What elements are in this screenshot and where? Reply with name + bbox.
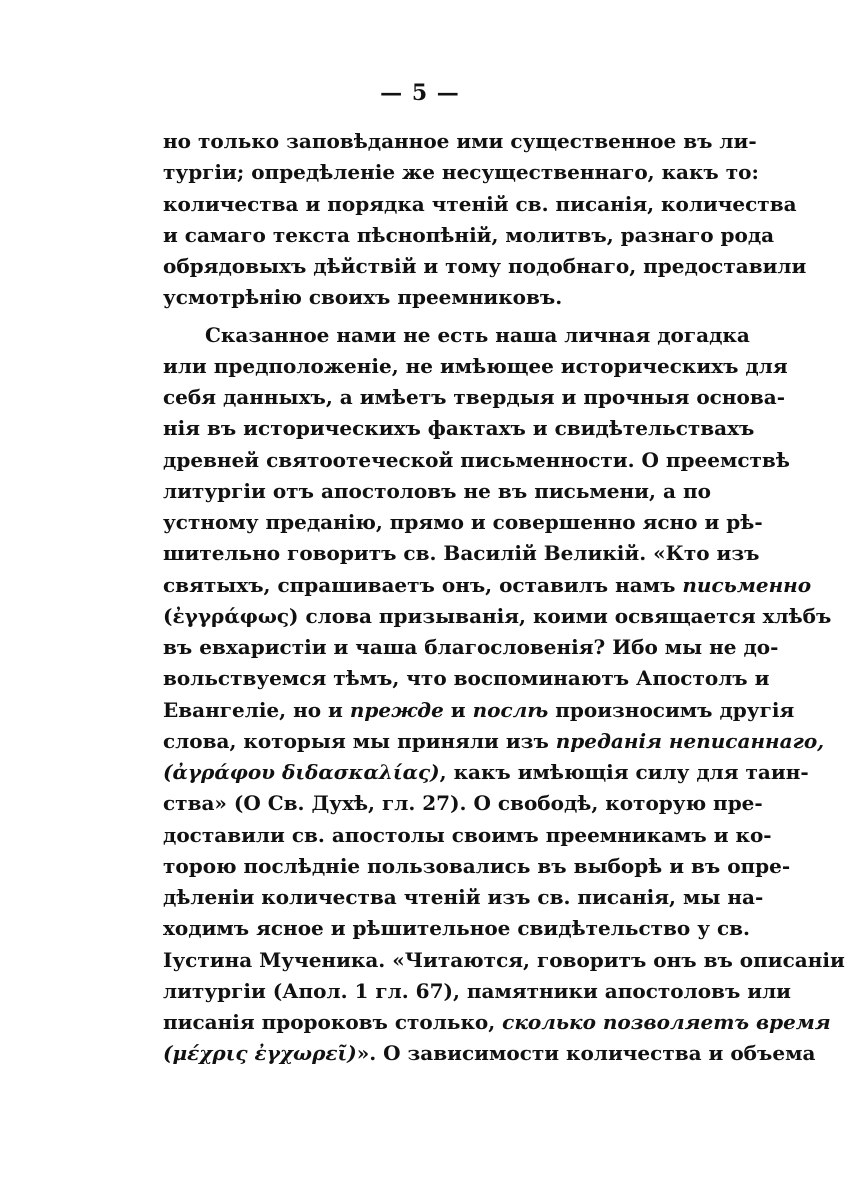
line: нія въ историческихъ фактахъ и свидѣтельствахъ [163, 416, 755, 441]
line-text: Евангеліе, но и [163, 697, 350, 722]
line: количества и порядка чтеній св. писанія, количества [163, 191, 797, 216]
line-text: , какъ имѣющія силу для таин- [439, 760, 809, 784]
line [163, 1038, 816, 1069]
line-text: святыхъ, спрашиваетъ онъ, оставилъ намъ [163, 572, 683, 597]
line: ства» (О Св. Духѣ, гл. 27). О свободѣ, которую пре- [163, 791, 763, 816]
line: и самаго текста пѣснопѣній, молитвъ, разнаго рода [163, 222, 775, 247]
line: вольствуемся тѣмъ, что воспоминаютъ Апостолъ и [163, 666, 770, 691]
line-text: слова, которыя мы приняли изъ [163, 728, 556, 753]
line: въ евхаристіи и чаша благословенія? Ибо мы не до- [163, 635, 779, 659]
line [163, 1007, 831, 1038]
line: (ἐγγράφως) слова призыванія, коими освящается хлѣбъ [163, 603, 832, 628]
italic-text: послѣ [472, 697, 549, 722]
paragraph-first-line: Сказанное нами не есть наша личная догадка [205, 322, 750, 347]
italic-text: письменно [682, 572, 812, 597]
line [163, 726, 825, 757]
italic-text: (μέχρις ἐγχωρεῖ) [163, 1041, 357, 1066]
body-text [163, 126, 845, 1070]
line-text: произносимъ другія [548, 697, 795, 722]
italic-text: сколько позволяетъ время [502, 1010, 831, 1034]
line-text: писанія пророковъ столько, [163, 1010, 503, 1034]
line: шительно говоритъ св. Василій Великій. «Кто изъ [163, 541, 760, 566]
page-number-header: — 5 — [380, 80, 460, 106]
line: Іустина Мученика. «Читаются, говоритъ онъ въ описаніи [163, 947, 845, 972]
italic-text: прежде [349, 697, 444, 722]
italic-text: преданія неписаннаго, [555, 728, 825, 753]
line: устному преданію, прямо и совершенно ясно и рѣ- [163, 510, 763, 534]
italic-text: (ἀγράφου διδασκαλίας) [163, 760, 440, 784]
line: но только заповѣданное ими существенное въ ли- [163, 129, 757, 153]
line [163, 570, 812, 601]
line: литургіи отъ апостоловъ не въ письмени, а по [163, 478, 711, 503]
line: тургіи; опредѣленіе же несущественнаго, какъ то: [163, 160, 759, 185]
line [163, 695, 795, 726]
line: литургіи (Апол. 1 гл. 67), памятники апостоловъ или [163, 978, 792, 1003]
line-text: ». О зависимости количества и объема [356, 1041, 816, 1066]
line: ходимъ ясное и рѣшительное свидѣтельство у св. [163, 916, 751, 941]
line: или предположеніе, не имѣющее историческихъ для [163, 353, 788, 378]
line: себя данныхъ, а имѣетъ твердыя и прочныя основа- [163, 385, 785, 409]
line: торою послѣдніе пользовались въ выборѣ и въ опре- [163, 853, 791, 878]
line: обрядовыхъ дѣйствій и тому подобнаго, предоставили [163, 254, 807, 278]
line: усмотрѣнію своихъ преемниковъ. [163, 285, 563, 310]
line [163, 757, 809, 788]
line: доставили св. апостолы своимъ преемникамъ и ко- [163, 822, 772, 847]
line-text: и [443, 697, 473, 722]
line: дѣленіи количества чтеній изъ св. писанія, мы на- [163, 885, 764, 909]
line: древней святоотеческой письменности. О преемствѣ [163, 447, 790, 472]
